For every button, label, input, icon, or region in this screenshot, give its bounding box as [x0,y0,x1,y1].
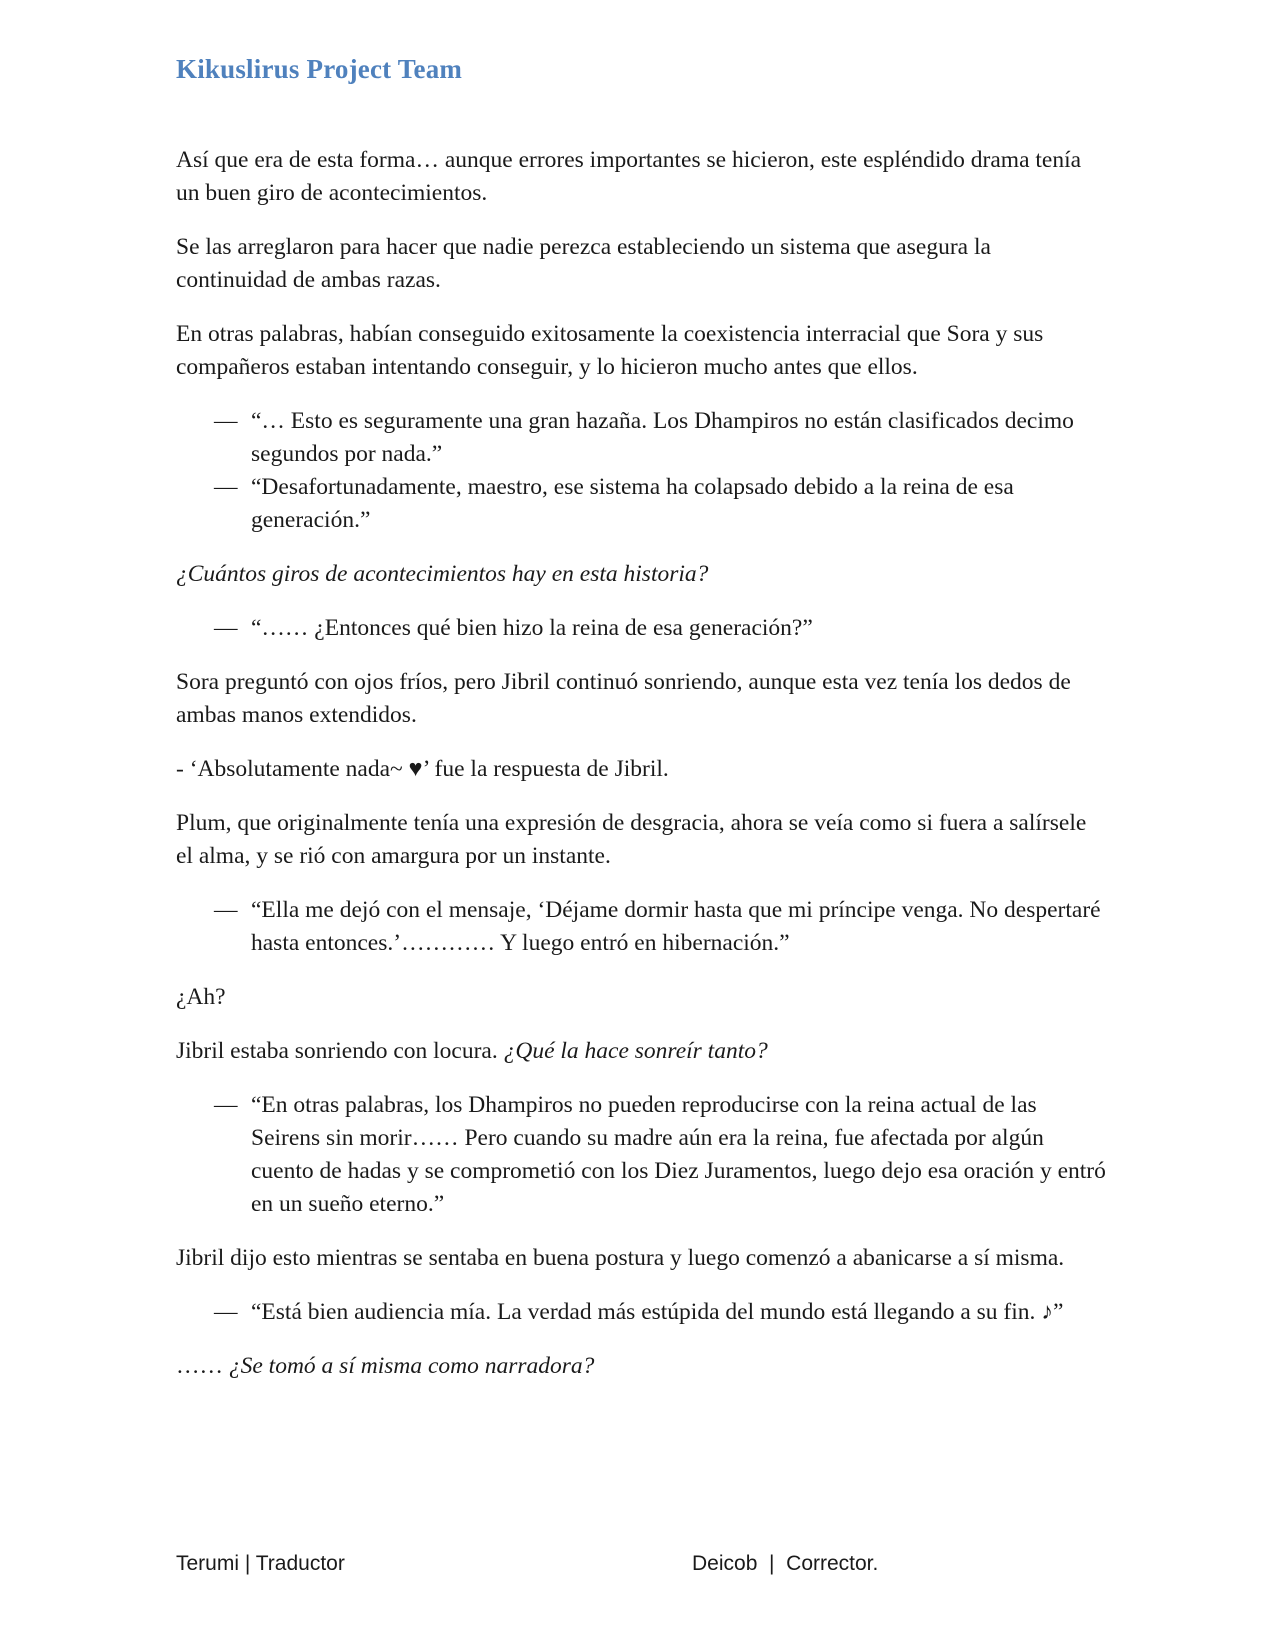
dialog-line-1 [176,405,1106,471]
dash-marker: — [214,897,238,923]
footer-translator: Terumi | Traductor [176,1552,345,1575]
dialog-line-2 [176,471,1106,537]
paragraph-5: - ‘Absolutamente nada~ ♥’ fue la respuesta de Jibril. [176,756,669,782]
dialog-group-5 [176,1296,1106,1329]
footer-proofreader: Deicob | Corrector. [692,1552,879,1575]
paragraph-8-italic: ¿Qué la hace sonreír tanto? [503,1038,768,1064]
dialog-line-3 [176,612,1106,645]
dash-marker: — [214,1092,238,1118]
dialog-line-4 [176,894,1106,960]
dialog-line-6 [176,1296,1106,1329]
dialog-text-4: “Ella me dejó con el mensaje, ‘Déjame dormir hasta que mi príncipe venga. No despertaré hasta entonces.’………… Y luego entró en hibernación.” [251,897,1101,956]
dash-marker: — [214,474,238,500]
dialog-text-6: “Está bien audiencia mía. La verdad más estúpida del mundo está llegando a su fin. ♪” [251,1299,1064,1325]
dialog-group-2 [176,612,1106,645]
document-body [176,144,1106,1404]
dialog-text-2: “Desafortunadamente, maestro, ese sistema ha colapsado debido a la reina de esa generación.” [251,474,1014,533]
paragraph-8 [176,1035,1106,1068]
italic-thought-1: ¿Cuántos giros de acontecimientos hay en esta historia? [176,561,709,587]
dialog-group-4 [176,1089,1106,1221]
paragraph-3: En otras palabras, habían conseguido exitosamente la coexistencia interracial que Sora y sus compañeros estaban intentando conseguir, y lo hicieron mucho antes que ellos. [176,321,1044,380]
dialog-line-5 [176,1089,1106,1221]
dash-marker: — [214,408,238,434]
dialog-text-5: “En otras palabras, los Dhampiros no pueden reproducirse con la reina actual de las Seirens sin morir…… Pero cuando su madre aún era la reina, fue afectada por algún cuento de hadas y se comprometió con los Diez Juramentos, luego dejo esa oración y entró en un sueño eterno.” [251,1092,1106,1217]
header-title: Kikuslirus Project Team [176,54,463,84]
dash-marker: — [214,615,238,641]
paragraph-9: Jibril dijo esto mientras se sentaba en buena postura y luego comenzó a abanicarse a sí misma. [176,1245,1065,1271]
dialog-group-3 [176,894,1106,960]
ellipsis-text: …… [176,1353,229,1379]
paragraph-7: ¿Ah? [176,984,226,1010]
dash-marker: — [214,1299,238,1325]
italic-thought-2 [176,1350,1106,1383]
dialog-group-1 [176,405,1106,537]
paragraph-4: Sora preguntó con ojos fríos, pero Jibril continuó sonriendo, aunque esta vez tenía los dedos de ambas manos extendidos. [176,669,1071,728]
paragraph-1: Así que era de esta forma… aunque errores importantes se hicieron, este espléndido drama tenía un buen giro de acontecimientos. [176,147,1082,206]
dialog-text-3: “…… ¿Entonces qué bien hizo la reina de esa generación?” [251,615,813,641]
italic-thought-2-text: ¿Se tomó a sí misma como narradora? [228,1353,595,1379]
dialog-text-1: “… Esto es seguramente una gran hazaña. Los Dhampiros no están clasificados decimo segundos por nada.” [251,408,1074,467]
paragraph-6: Plum, que originalmente tenía una expresión de desgracia, ahora se veía como si fuera a salírsele el alma, y se rió con amargura por un instante. [176,810,1087,869]
paragraph-2: Se las arreglaron para hacer que nadie perezca estableciendo un sistema que asegura la continuidad de ambas razas. [176,234,991,293]
paragraph-8-text: Jibril estaba sonriendo con locura. [176,1038,504,1064]
